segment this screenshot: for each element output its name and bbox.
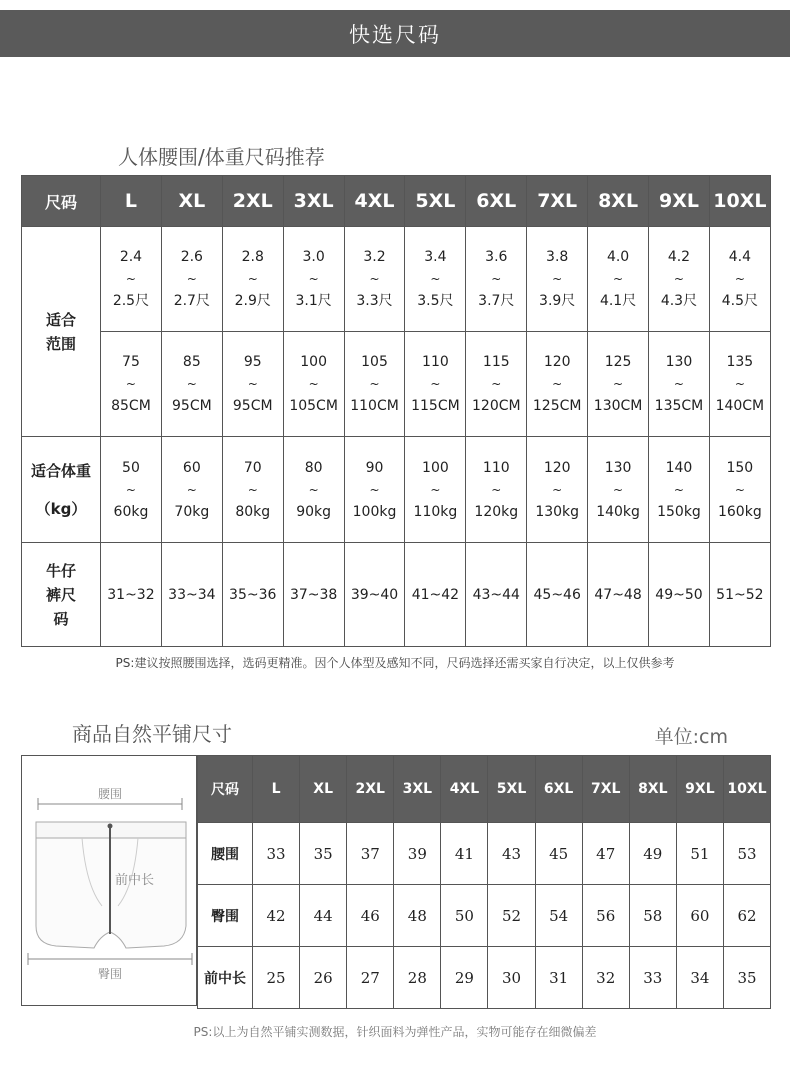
jeans-size-cell: 39~40: [344, 543, 405, 647]
header-cell: 7XL: [582, 756, 629, 823]
unit-label: 单位:cm: [654, 726, 728, 748]
flat-header-row: [198, 756, 771, 823]
range-tilde: ~: [308, 272, 319, 286]
fit-range-label: [22, 227, 101, 437]
measure-cell: 30: [488, 947, 535, 1009]
weight-row: [22, 437, 771, 543]
measure-cell: 45: [535, 823, 582, 885]
measure-cell: 52: [488, 885, 535, 947]
range-tilde: ~: [430, 377, 441, 391]
size-recommend-title: 人体腰围/体重尺码推荐: [118, 145, 325, 169]
range-to: 120CM: [472, 398, 521, 414]
header-cell: L: [253, 756, 300, 823]
range-from: 3.0: [302, 249, 325, 265]
range-from: 3.6: [485, 249, 508, 265]
waist-cm-cell: [101, 332, 162, 437]
range-to: 3.9尺: [539, 293, 576, 309]
range-from: 4.2: [667, 249, 691, 265]
range-to: 90kg: [296, 503, 332, 520]
range-from: 120: [543, 354, 571, 370]
jeans-size-cell: 43~44: [466, 543, 527, 647]
measure-cell: 32: [582, 947, 629, 1009]
range-from: 80: [304, 459, 323, 476]
range-tilde: ~: [186, 377, 197, 391]
range-to: 3.7尺: [478, 293, 515, 309]
range-from: 140: [665, 459, 693, 476]
range-from: 130: [604, 459, 632, 476]
measure-cell: 34: [676, 947, 723, 1009]
jeans-size-cell: 41~42: [405, 543, 466, 647]
measure-cell: 47: [582, 823, 629, 885]
measure-cell: 53: [723, 823, 770, 885]
range-tilde: ~: [125, 377, 136, 391]
range-to: 3.3尺: [356, 293, 393, 309]
range-tilde: ~: [186, 482, 197, 497]
measure-cell: 49: [629, 823, 676, 885]
jeans-label: [22, 543, 101, 647]
range-tilde: ~: [369, 377, 380, 391]
waist-cm-cell: [466, 332, 527, 437]
measure-cell: 25: [253, 947, 300, 1009]
range-from: 125: [604, 354, 632, 370]
waist-cm-cell: [405, 332, 466, 437]
range-to: 130kg: [535, 503, 580, 520]
waist-chi-cell: [588, 227, 649, 332]
header-cell: 尺码: [22, 176, 101, 227]
range-to: 100kg: [352, 503, 397, 520]
range-to: 4.5尺: [721, 293, 758, 309]
measure-cell: 31: [535, 947, 582, 1009]
page-banner: [0, 10, 790, 57]
range-tilde: ~: [430, 272, 441, 286]
range-tilde: ~: [734, 482, 745, 497]
range-tilde: ~: [673, 377, 684, 391]
range-to: 150kg: [657, 503, 701, 520]
measure-cell: 37: [347, 823, 394, 885]
range-tilde: ~: [613, 272, 624, 286]
measure-cell: 43: [488, 823, 535, 885]
range-from: 110: [422, 354, 449, 370]
range-from: 50: [122, 459, 140, 476]
header-cell: 3XL: [283, 176, 344, 227]
range-to: 125CM: [532, 398, 582, 414]
waist-cm-row: [22, 332, 771, 437]
waist-cm-cell: [709, 332, 770, 437]
underwear-diagram: [21, 755, 197, 1006]
header-cell: XL: [300, 756, 347, 823]
measure-cell: 62: [723, 885, 770, 947]
range-tilde: ~: [369, 272, 380, 286]
range-to: 105CM: [289, 398, 338, 414]
range-to: 70kg: [174, 503, 210, 520]
weight-label: [22, 437, 101, 543]
range-tilde: ~: [125, 272, 136, 286]
waist-chi-cell: [649, 227, 710, 332]
flat-measure-table: [197, 755, 771, 1009]
range-tilde: ~: [734, 377, 745, 391]
range-to: 2.9尺: [234, 293, 271, 309]
range-from: 100: [422, 459, 449, 476]
row-label: 臀围: [198, 885, 253, 947]
range-to: 130CM: [593, 398, 643, 414]
weight-cell: [709, 437, 770, 543]
weight-cell: [222, 437, 283, 543]
flat-measure-title: 商品自然平铺尺寸: [72, 722, 232, 746]
waist-chi-cell: [709, 227, 770, 332]
range-to: 110kg: [413, 503, 458, 520]
jeans-size-cell: 45~46: [527, 543, 588, 647]
jeans-size-cell: 47~48: [588, 543, 649, 647]
range-to: 160kg: [717, 503, 762, 520]
range-to: 2.7尺: [173, 293, 210, 309]
waist-cm-cell: [588, 332, 649, 437]
header-cell: 10XL: [709, 176, 770, 227]
measure-cell: 29: [441, 947, 488, 1009]
range-tilde: ~: [186, 272, 197, 286]
waist-chi-cell: [405, 227, 466, 332]
measure-cell: 56: [582, 885, 629, 947]
range-to: 80kg: [235, 503, 271, 520]
jeans-size-cell: 37~38: [283, 543, 344, 647]
jeans-size-cell: 49~50: [649, 543, 710, 647]
weight-cell: [466, 437, 527, 543]
size-recommend-table: [21, 175, 771, 647]
waist-chi-cell: [344, 227, 405, 332]
weight-cell: [283, 437, 344, 543]
measure-cell: 27: [347, 947, 394, 1009]
measure-cell: 41: [441, 823, 488, 885]
measure-cell: 60: [676, 885, 723, 947]
range-tilde: ~: [430, 482, 441, 497]
header-cell: 6XL: [466, 176, 527, 227]
header-cell: 9XL: [676, 756, 723, 823]
range-tilde: ~: [552, 482, 563, 497]
waist-cm-cell: [222, 332, 283, 437]
waist-chi-cell: [527, 227, 588, 332]
table-row: [198, 823, 771, 885]
fit-range-text: 适合范围: [45, 310, 76, 353]
header-cell: 4XL: [441, 756, 488, 823]
jeans-row: [22, 543, 771, 647]
waist-cm-cell: [649, 332, 710, 437]
diagram-front-label: 前中长: [115, 873, 155, 888]
banner-title: 快选尺码: [349, 22, 441, 47]
range-tilde: ~: [673, 272, 684, 286]
range-to: 95CM: [232, 398, 273, 414]
waist-cm-cell: [283, 332, 344, 437]
range-from: 150: [726, 459, 754, 476]
range-from: 95: [243, 354, 262, 370]
diagram-waist-label: 腰围: [97, 787, 123, 801]
row-label: 前中长: [198, 947, 253, 1009]
range-to: 110CM: [350, 398, 399, 414]
range-tilde: ~: [552, 272, 563, 286]
underwear-illustration-icon: [22, 756, 196, 1005]
waist-chi-cell: [101, 227, 162, 332]
measure-cell: 35: [300, 823, 347, 885]
range-tilde: ~: [613, 482, 624, 497]
measure-cell: 42: [253, 885, 300, 947]
range-from: 4.0: [606, 249, 630, 265]
waist-cm-cell: [527, 332, 588, 437]
waist-chi-row: [22, 227, 771, 332]
jeans-size-cell: 51~52: [709, 543, 770, 647]
measure-note: PS:以上为自然平铺实测数据，针织面料为弹性产品，实物可能存在细微偏差: [193, 1025, 597, 1039]
range-from: 70: [243, 459, 262, 476]
measure-cell: 50: [441, 885, 488, 947]
measure-cell: 39: [394, 823, 441, 885]
header-cell: 2XL: [347, 756, 394, 823]
range-to: 3.5尺: [417, 293, 454, 309]
range-tilde: ~: [247, 482, 258, 497]
measure-cell: 33: [629, 947, 676, 1009]
range-from: 3.4: [424, 249, 447, 265]
jeans-size-cell: 35~36: [222, 543, 283, 647]
range-tilde: ~: [125, 482, 136, 497]
weight-cell: [649, 437, 710, 543]
measure-cell: 51: [676, 823, 723, 885]
range-to: 115CM: [411, 398, 460, 414]
range-tilde: ~: [369, 482, 380, 497]
jeans-label-text: 牛仔裤尺码: [45, 561, 76, 628]
range-from: 60: [182, 459, 201, 476]
weight-cell: [527, 437, 588, 543]
range-from: 2.8: [241, 249, 264, 265]
range-to: 140CM: [715, 398, 765, 414]
measure-cell: 58: [629, 885, 676, 947]
range-to: 120kg: [474, 503, 519, 520]
weight-cell: [405, 437, 466, 543]
header-cell: 5XL: [405, 176, 466, 227]
measure-cell: 54: [535, 885, 582, 947]
range-tilde: ~: [491, 482, 502, 497]
range-to: 95CM: [172, 398, 212, 414]
range-from: 2.4: [119, 249, 143, 265]
waist-chi-cell: [161, 227, 222, 332]
range-from: 3.2: [363, 249, 386, 265]
weight-cell: [588, 437, 649, 543]
waist-chi-cell: [466, 227, 527, 332]
range-from: 85: [182, 354, 201, 370]
header-cell: 3XL: [394, 756, 441, 823]
diagram-hip-label: 臀围: [97, 967, 123, 981]
range-from: 120: [543, 459, 571, 476]
header-cell: 2XL: [222, 176, 283, 227]
range-tilde: ~: [491, 272, 502, 286]
header-cell: 7XL: [527, 176, 588, 227]
range-to: 4.3尺: [660, 293, 698, 309]
range-from: 115: [482, 354, 510, 370]
range-from: 2.6: [180, 249, 203, 265]
range-from: 75: [122, 354, 140, 370]
measure-cell: 33: [253, 823, 300, 885]
header-cell: 5XL: [488, 756, 535, 823]
table-row: [198, 885, 771, 947]
row-label: 腰围: [198, 823, 253, 885]
header-cell: 8XL: [588, 176, 649, 227]
weight-label-text: 适合体重: [30, 461, 91, 480]
header-cell: 8XL: [629, 756, 676, 823]
header-cell: XL: [161, 176, 222, 227]
header-cell: 10XL: [723, 756, 770, 823]
header-cell: 尺码: [198, 756, 253, 823]
measure-cell: 35: [723, 947, 770, 1009]
measure-cell: 26: [300, 947, 347, 1009]
range-tilde: ~: [247, 272, 258, 286]
header-cell: 6XL: [535, 756, 582, 823]
range-from: 3.8: [546, 249, 569, 265]
range-to: 85CM: [111, 398, 151, 414]
range-from: 110: [482, 459, 510, 476]
range-from: 105: [361, 354, 388, 370]
range-to: 140kg: [596, 503, 640, 520]
table-row: [198, 947, 771, 1009]
weight-unit-text: （kg）: [35, 499, 87, 518]
range-from: 90: [365, 459, 384, 476]
range-to: 135CM: [654, 398, 704, 414]
waist-chi-cell: [222, 227, 283, 332]
range-tilde: ~: [247, 377, 258, 391]
weight-cell: [344, 437, 405, 543]
header-cell: 9XL: [649, 176, 710, 227]
range-to: 4.1尺: [599, 293, 637, 309]
measure-cell: 46: [347, 885, 394, 947]
range-tilde: ~: [673, 482, 684, 497]
waist-cm-cell: [161, 332, 222, 437]
range-tilde: ~: [308, 482, 319, 497]
range-tilde: ~: [552, 377, 563, 391]
range-tilde: ~: [491, 377, 502, 391]
measure-cell: 28: [394, 947, 441, 1009]
waist-cm-cell: [344, 332, 405, 437]
range-from: 4.4: [728, 249, 751, 265]
range-to: 60kg: [113, 503, 149, 520]
size-header-row: [22, 176, 771, 227]
range-from: 100: [300, 354, 327, 370]
range-tilde: ~: [308, 377, 319, 391]
range-tilde: ~: [734, 272, 745, 286]
range-from: 135: [726, 354, 754, 370]
weight-cell: [161, 437, 222, 543]
header-cell: 4XL: [344, 176, 405, 227]
header-cell: L: [101, 176, 162, 227]
jeans-size-cell: 33~34: [161, 543, 222, 647]
measure-cell: 48: [394, 885, 441, 947]
range-to: 2.5尺: [112, 293, 150, 309]
weight-cell: [101, 437, 162, 543]
size-note: PS:建议按照腰围选择，选码更精准。因个人体型及感知不同，尺码选择还需买家自行决定，以上仅供参考: [115, 656, 675, 670]
waist-chi-cell: [283, 227, 344, 332]
range-to: 3.1尺: [295, 293, 332, 309]
measure-cell: 44: [300, 885, 347, 947]
range-from: 130: [665, 354, 693, 370]
jeans-size-cell: 31~32: [101, 543, 162, 647]
range-tilde: ~: [613, 377, 624, 391]
